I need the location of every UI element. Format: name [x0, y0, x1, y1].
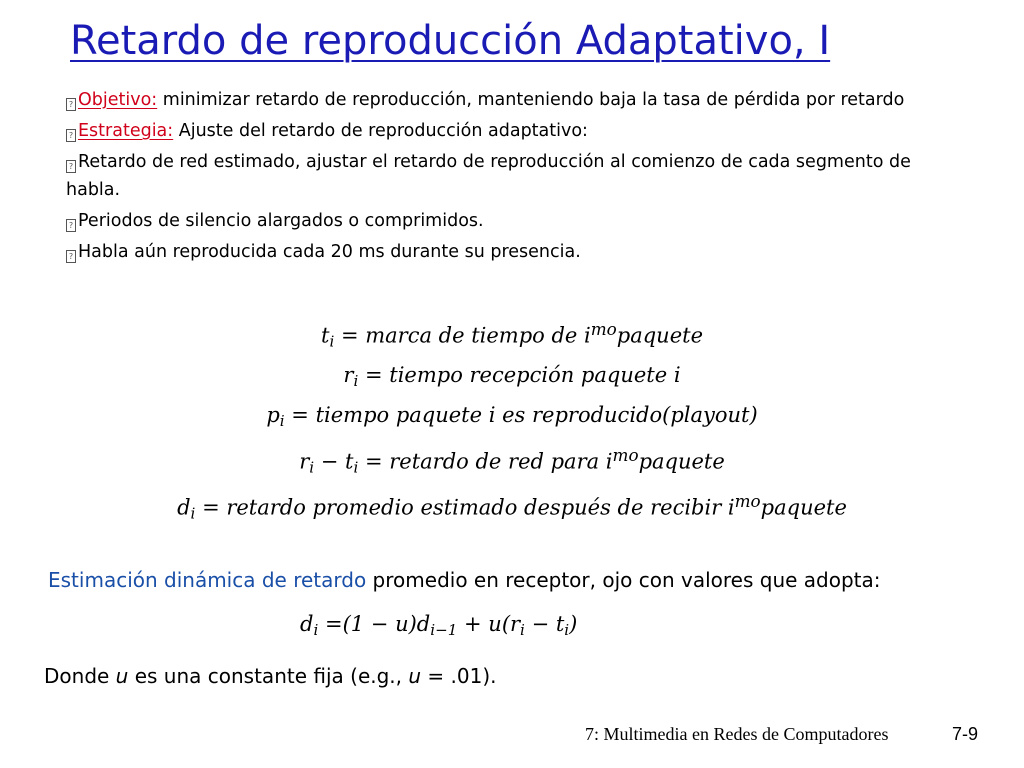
eq-tail: paquete [638, 449, 725, 474]
eq-lhs: d [177, 495, 191, 520]
bullet-marker-icon: ? [66, 129, 76, 142]
eq-lhs: t [320, 323, 330, 348]
eq-rhs: = tiempo recepción paquete i [358, 363, 681, 388]
eq-subscript: i [279, 411, 285, 430]
bullet-text: Retardo de red estimado, ajustar el retardo de reproducción al comienzo de cada segmento de habla. [66, 152, 911, 200]
equation-timestamp [0, 312, 1024, 358]
constant-note [44, 664, 497, 688]
eq-lhs: p [266, 403, 280, 428]
eq-rhs: = tiempo paquete i es reproducido(playout) [284, 403, 758, 428]
formula-part: =(1 − u)d [318, 612, 431, 636]
eq-superscript: mo [590, 319, 617, 339]
eq-rhs: − t [314, 449, 354, 474]
bullet-item [66, 207, 966, 235]
bullet-text: Periodos de silencio alargados o comprimidos. [78, 211, 484, 231]
equation-avg-delay [0, 484, 1024, 530]
note-text: Donde [44, 664, 116, 688]
eq-rhs: = retardo promedio estimado después de recibir i [195, 495, 735, 520]
eq-subscript: i [353, 372, 359, 391]
note-variable: u [408, 664, 422, 688]
eq-tail: paquete [616, 323, 703, 348]
formula-subscript: i [313, 620, 319, 639]
formula-part: − t [524, 612, 565, 636]
note-text: es una constante fija (e.g., [128, 664, 409, 688]
bullet-item [66, 148, 966, 204]
eq-superscript: mo [612, 444, 639, 465]
eq-lhs: r [299, 449, 310, 474]
bullet-label: Estrategia: [78, 121, 174, 141]
bullet-list [66, 86, 966, 269]
eq-subscript: i [329, 332, 335, 351]
definition-equations [0, 312, 1024, 530]
bullet-item [66, 117, 966, 145]
bullet-text: Habla aún reproducida cada 20 ms durante su presencia. [78, 242, 581, 262]
equation-receive-time [0, 358, 1024, 398]
bullet-text: minimizar retardo de reproducción, manteniendo baja la tasa de pérdida por retardo [157, 90, 905, 110]
eq-rhs: = marca de tiempo de i [334, 323, 591, 348]
slide-footer: 7: Multimedia en Redes de Computadores [585, 724, 889, 744]
formula-part: d [300, 612, 314, 636]
ewma-formula [300, 612, 577, 639]
eq-rhs: = retardo de red para i [358, 449, 613, 474]
formula-part: + u(r [457, 612, 521, 636]
note-text: = .01). [421, 664, 497, 688]
bullet-text: Ajuste del retardo de reproducción adaptativo: [173, 121, 588, 141]
eq-superscript: mo [734, 491, 761, 512]
page-number: 7-9 [952, 724, 979, 744]
note-variable: u [115, 664, 129, 688]
bullet-item [66, 86, 966, 114]
bullet-item [66, 238, 966, 266]
formula-subscript: i [564, 620, 570, 639]
eq-subscript: i [353, 458, 359, 477]
estimation-highlight: Estimación dinámica de retardo [48, 568, 367, 592]
slide-title: Retardo de reproducción Adaptativo, I [70, 18, 831, 64]
bullet-marker-icon: ? [66, 98, 76, 111]
formula-subscript: i [520, 620, 525, 639]
equation-playout-time [0, 398, 1024, 438]
formula-part: ) [569, 612, 578, 636]
formula-subscript: i−1 [430, 620, 458, 639]
bullet-marker-icon: ? [66, 219, 76, 232]
estimation-paragraph [48, 566, 908, 595]
bullet-marker-icon: ? [66, 160, 76, 173]
eq-lhs: r [343, 363, 354, 388]
eq-subscript: i [309, 458, 315, 477]
equation-network-delay [0, 438, 1024, 484]
eq-tail: paquete [760, 495, 847, 520]
eq-subscript: i [190, 504, 196, 523]
bullet-marker-icon: ? [66, 250, 76, 263]
estimation-text: promedio en receptor, ojo con valores que adopta: [366, 568, 881, 592]
bullet-label: Objetivo: [78, 90, 158, 110]
